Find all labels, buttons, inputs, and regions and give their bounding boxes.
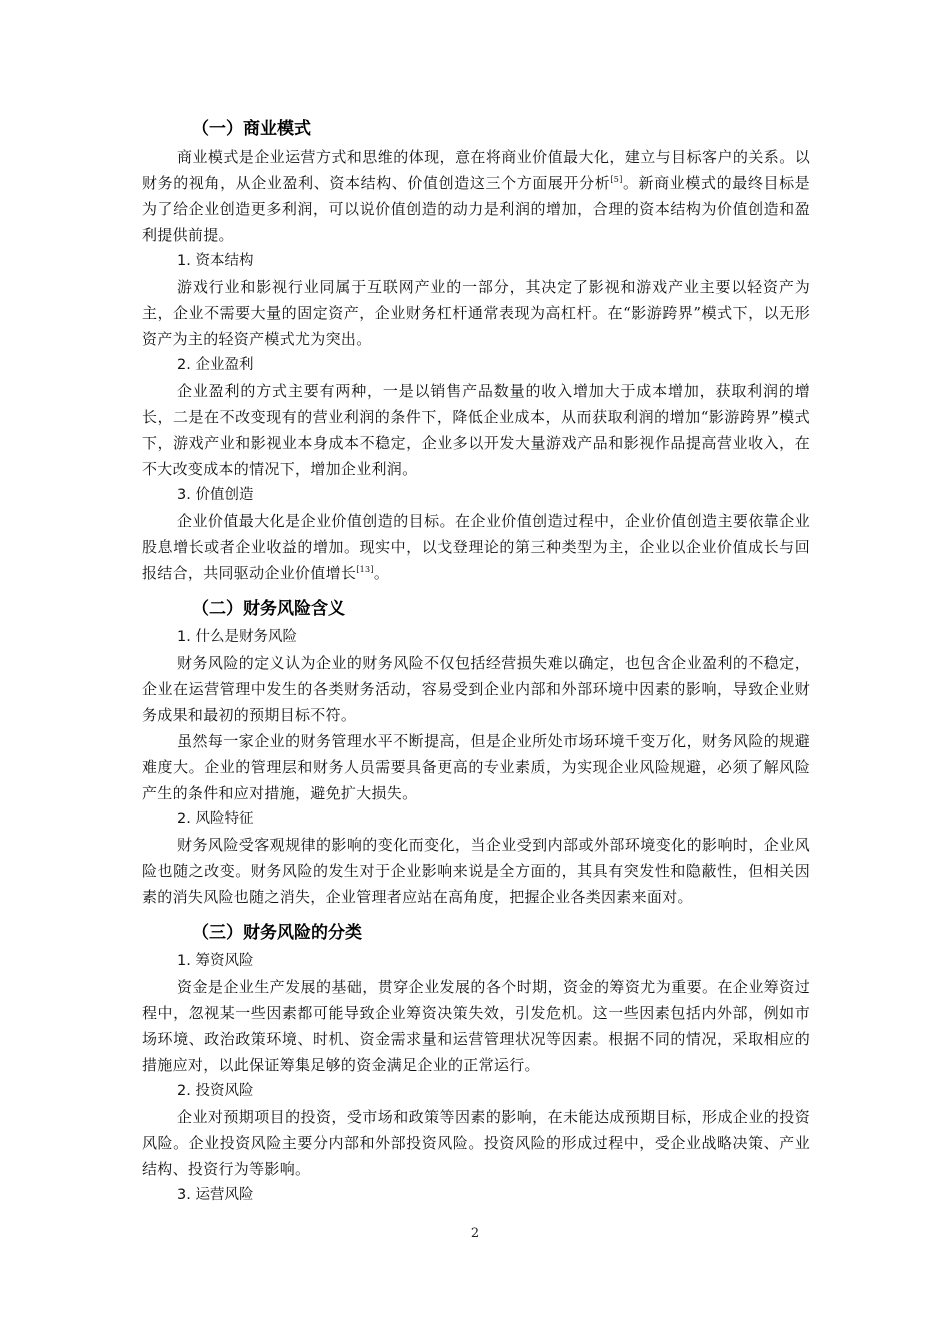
paragraph-enterprise-profit: 企业盈利的方式主要有两种，一是以销售产品数量的收入增加大于成本增加，获取利润的增长，二是在不改变现有的营业利润的条件下，降低企业成本，从而获取利润的增加“影游跨界”模式下，游戏产业和影视业本身成本不稳定，企业多以开发大量游戏产品和影视作品提高营业收入，在不大改变成本的情况下，增加企业利润。 <box>142 382 810 478</box>
subheading-value-creation: 3. 价值创造 <box>177 487 254 503</box>
section-heading-business-model: （一）商业模式 <box>192 119 311 139</box>
section-heading-financial-risk-meaning: （二）财务风险含义 <box>192 599 345 619</box>
page-number: 2 <box>470 1226 480 1241</box>
paragraph-text: 。 <box>373 564 390 582</box>
paragraph-investment-risk: 企业对预期项目的投资，受市场和政策等因素的影响，在未能达成预期目标，形成企业的投资风险。企业投资风险主要分内部和外部投资风险。投资风险的形成过程中，受企业战略决策、产业结构、投资行为等影响。 <box>142 1108 810 1178</box>
page-body <box>142 114 810 1208</box>
subheading-what-is-financial-risk: 1. 什么是财务风险 <box>177 629 297 645</box>
subheading-enterprise-profit: 2. 企业盈利 <box>177 357 254 373</box>
paragraph-financial-risk-definition: 财务风险的定义认为企业的财务风险不仅包括经营损失难以确定，也包含企业盈利的不稳定，企业在运营管理中发生的各类财务活动，容易受到企业内部和外部环境中因素的影响，导致企业财务成果和最初的预期目标不符。 <box>142 654 810 724</box>
subheading-investment-risk: 2. 投资风险 <box>177 1083 254 1099</box>
subheading-risk-features: 2. 风险特征 <box>177 811 254 827</box>
paragraph-business-model-intro <box>142 144 810 248</box>
paragraph-financial-risk-avoidance: 虽然每一家企业的财务管理水平不断提高，但是企业所处市场环境千变万化，财务风险的规避难度大。企业的管理层和财务人员需要具备更高的专业素质，为实现企业风险规避，必须了解风险产生的条件和应对措施，避免扩大损失。 <box>142 732 810 802</box>
citation-ref: [5] <box>610 175 623 184</box>
paragraph-text: 商业模式是企业运营方式和思维的体现，意在将商业价值最大化，建立与目标客户的关系。以财务的视角，从企业盈利、资本结构、价值创造这三个方面展开分析 <box>142 148 810 192</box>
subheading-operation-risk: 3. 运营风险 <box>177 1187 254 1203</box>
paragraph-value-creation <box>142 508 810 586</box>
citation-ref: [13] <box>356 565 374 574</box>
paragraph-risk-features: 财务风险受客观规律的影响的变化而变化，当企业受到内部或外部环境变化的影响时，企业风险也随之改变。财务风险的发生对于企业影响来说是全方面的，其具有突发性和隐蔽性，但相关因素的消失风险也随之消失，企业管理者应站在高角度，把握企业各类因素来面对。 <box>142 836 810 906</box>
subheading-financing-risk: 1. 筹资风险 <box>177 953 254 969</box>
section-heading-financial-risk-types: （三）财务风险的分类 <box>192 923 362 943</box>
paragraph-text: 企业价值最大化是企业价值创造的目标。在企业价值创造过程中，企业价值创造主要依靠企业股息增长或者企业收益的增加。现实中，以戈登理论的第三种类型为主，企业以企业价值成长与回报结合，共同驱动企业价值增长 <box>142 512 810 582</box>
subheading-capital-structure: 1. 资本结构 <box>177 253 254 269</box>
paragraph-text: 。新商业模式的最终目标是为了给企业创造更多利润，可以说价值创造的动力是利润的增加，合理的资本结构为价值创造和盈利提供前提。 <box>142 174 810 244</box>
paragraph-capital-structure: 游戏行业和影视行业同属于互联网产业的一部分，其决定了影视和游戏产业主要以轻资产为主，企业不需要大量的固定资产，企业财务杠杆通常表现为高杠杆。在“影游跨界”模式下，以无形资产为主的轻资产模式尤为突出。 <box>142 278 810 348</box>
paragraph-financing-risk: 资金是企业生产发展的基础，贯穿企业发展的各个时期，资金的筹资尤为重要。在企业筹资过程中，忽视某一些因素都可能导致企业筹资决策失效，引发危机。这一些因素包括内外部，例如市场环境、政治政策环境、时机、资金需求量和运营管理状况等因素。根据不同的情况，采取相应的措施应对，以此保证筹集足够的资金满足企业的正常运行。 <box>142 978 810 1074</box>
